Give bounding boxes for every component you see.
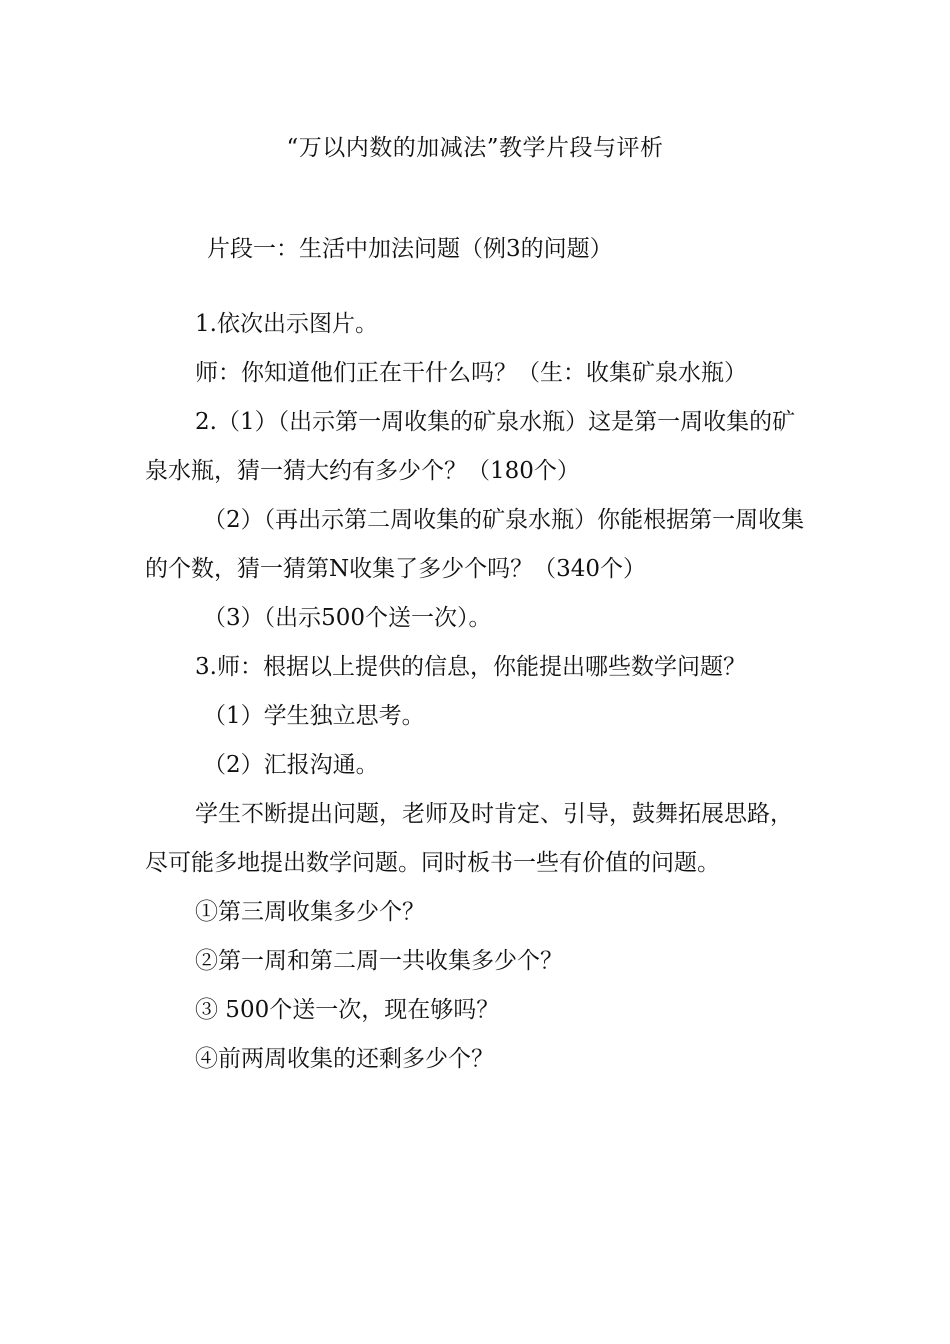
list-item-question-2: ②第一周和第二周一共收集多少个？ (195, 948, 563, 974)
section-heading: 片段一：生活中加法问题（例3的问题） (207, 236, 613, 262)
paragraph-teacher-question: 师：你知道他们正在干什么吗？（生：收集矿泉水瓶） (195, 360, 747, 386)
list-item-question-1: ①第三周收集多少个？ (195, 899, 425, 925)
paragraph-step-2-2: （2）（再出示第二周收集的矿泉水瓶）你能根据第一周收集的个数，猜一猜第N收集了多少个吗？（340个） (145, 507, 805, 582)
paragraph-step-3-1: （1）学生独立思考。 (203, 703, 425, 729)
paragraph-step-3-2: （2）汇报沟通。 (203, 752, 379, 778)
paragraph-step-2-1: 2.（1）（出示第一周收集的矿泉水瓶）这是第一周收集的矿泉水瓶，猜一猜大约有多少个？（180个） (145, 409, 796, 484)
document-title: “万以内数的加减法”教学片段与评析 (286, 135, 664, 161)
paragraph-step-2-3: （3）（出示500个送一次）。 (203, 605, 492, 631)
list-item-question-3: ③ 500个送一次，现在够吗？ (195, 997, 500, 1023)
list-item-question-4: ④前两周收集的还剩多少个？ (195, 1046, 494, 1072)
document-body (145, 300, 805, 1084)
paragraph-step-3: 3.师：根据以上提供的信息，你能提出哪些数学问题？ (195, 654, 746, 680)
paragraph-step-1: 1.依次出示图片。 (195, 311, 378, 337)
paragraph-discussion: 学生不断提出问题，老师及时肯定、引导，鼓舞拓展思路，尽可能多地提出数学问题。同时板书一些有价值的问题。 (145, 801, 793, 876)
